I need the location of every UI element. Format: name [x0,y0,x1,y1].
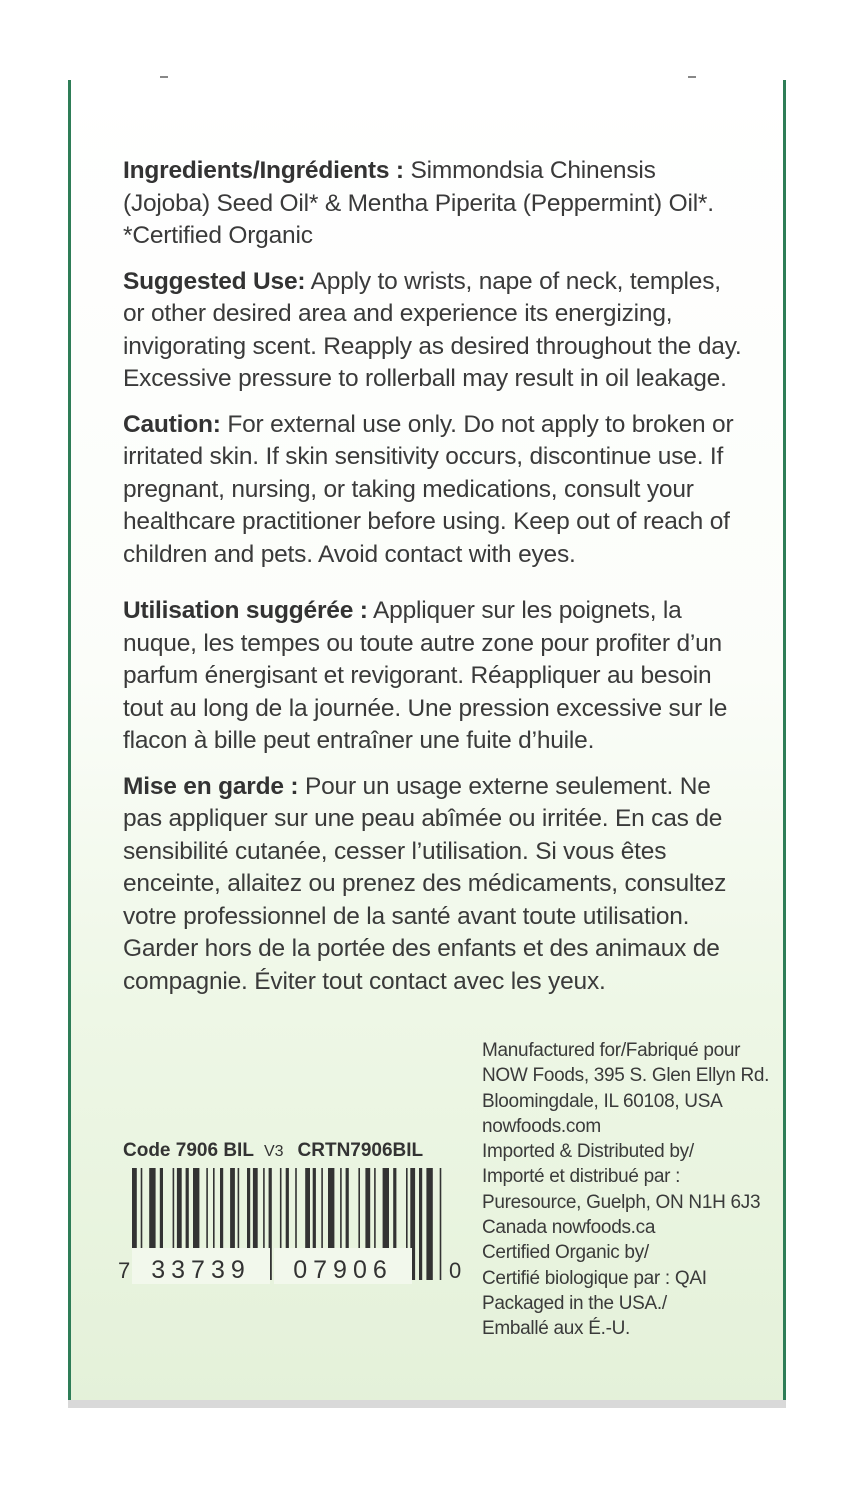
manufacturer-line: NOW Foods, 395 S. Glen Ellyn Rd. [482,1065,770,1087]
barcode-bar [419,1168,422,1280]
suggested-use-label: Suggested Use: [123,267,306,295]
utilisation-text: Appliquer sur les poignets, la nuque, les tempes ou toute autre zone pour profiter d’un parfum énergisant et revigorant. Réappliquer au besoin tout au long de la journée. Une pression excessive sur le flacon à bille peut entraîner une fuite d’huile. [123,597,728,754]
code-number: Code 7906 BIL [123,1140,254,1161]
product-code [123,1140,423,1162]
caution-section [123,409,743,572]
utilisation-label: Utilisation suggérée : [123,597,368,624]
crop-mark [688,76,696,78]
mise-en-garde-label: Mise en garde : [123,772,299,800]
barcode-bar [426,1168,432,1280]
barcode [118,1168,462,1284]
manufacturer-line: Imported & Distributed by/ [482,1141,694,1163]
version-code: V3 [263,1143,284,1160]
label-text [123,155,743,1011]
mise-en-garde-text: Pour un usage externe seulement. Ne pas appliquer sur une peau abîmée ou irritée. En cas de sensibilité cutanée, cesser l’utilisation. Si vous êtes enceinte, allaitez ou prenez des médicaments, consultez votre professionnel de la santé avant toute utilisation. Garder hors de la portée des enfants et des animaux de compagnie. Éviter tout contact avec les yeux. [123,772,727,995]
manufacturer-line: Certified Organic by/ [482,1242,649,1264]
caution-label: Caution: [123,410,221,438]
barcode-right-digit: 0 [449,1258,462,1283]
manufacturer-line: Certifié biologique par : QAI [482,1267,707,1289]
barcode-left-digit: 7 [118,1258,131,1283]
barcode-bar [440,1168,442,1280]
caution-text: For external use only. Do not apply to broken or irritated skin. If skin sensitivity occurs, discontinue use. If pregnant, nursing, or taking medications, consult your healthcare practitioner before using. Keep out of reach of children and pets. Avoid contact with eyes. [123,410,734,568]
manufacturer-line: Puresource, Guelph, ON N1H 6J3 [482,1191,761,1213]
carton-bottom-edge [68,1400,786,1408]
barcode-digits-left: 33739 [151,1256,251,1284]
barcode-digits-right: 07906 [293,1256,393,1284]
manufacturer-line: Packaged in the USA./ [482,1292,667,1314]
ingredients-text: Simmondsia Chinensis (Jojoba) Seed Oil* & Mentha Piperita (Peppermint) Oil*. *Certified Organic [123,157,714,249]
manufacturer-line: Importé et distribué par : [482,1166,681,1188]
carton-code: CRTN7906BIL [297,1140,424,1161]
manufacturer-line: Emballé aux É.-U. [482,1318,631,1340]
ingredients-section [123,155,743,253]
suggested-use-section [123,266,743,396]
manufacturer-line: Manufactured for/Fabriqué pour [482,1040,741,1061]
mise-en-garde-section [123,771,743,999]
manufacturer-line: Bloomingdale, IL 60108, USA [482,1090,723,1112]
manufacturer-info [482,1038,772,1342]
crop-mark [160,76,168,78]
manufacturer-line: Canada nowfoods.ca [482,1217,656,1239]
utilisation-section [123,595,743,758]
suggested-use-text: Apply to wrists, nape of neck, temples, or other desired area and experience its energizing, invigorating scent. Reapply as desired throughout the day. Excessive pressure to rollerball may result in oil leakage. [123,267,742,392]
ingredients-label: Ingredients/Ingrédients : [123,157,404,184]
manufacturer-line: nowfoods.com [482,1115,601,1137]
